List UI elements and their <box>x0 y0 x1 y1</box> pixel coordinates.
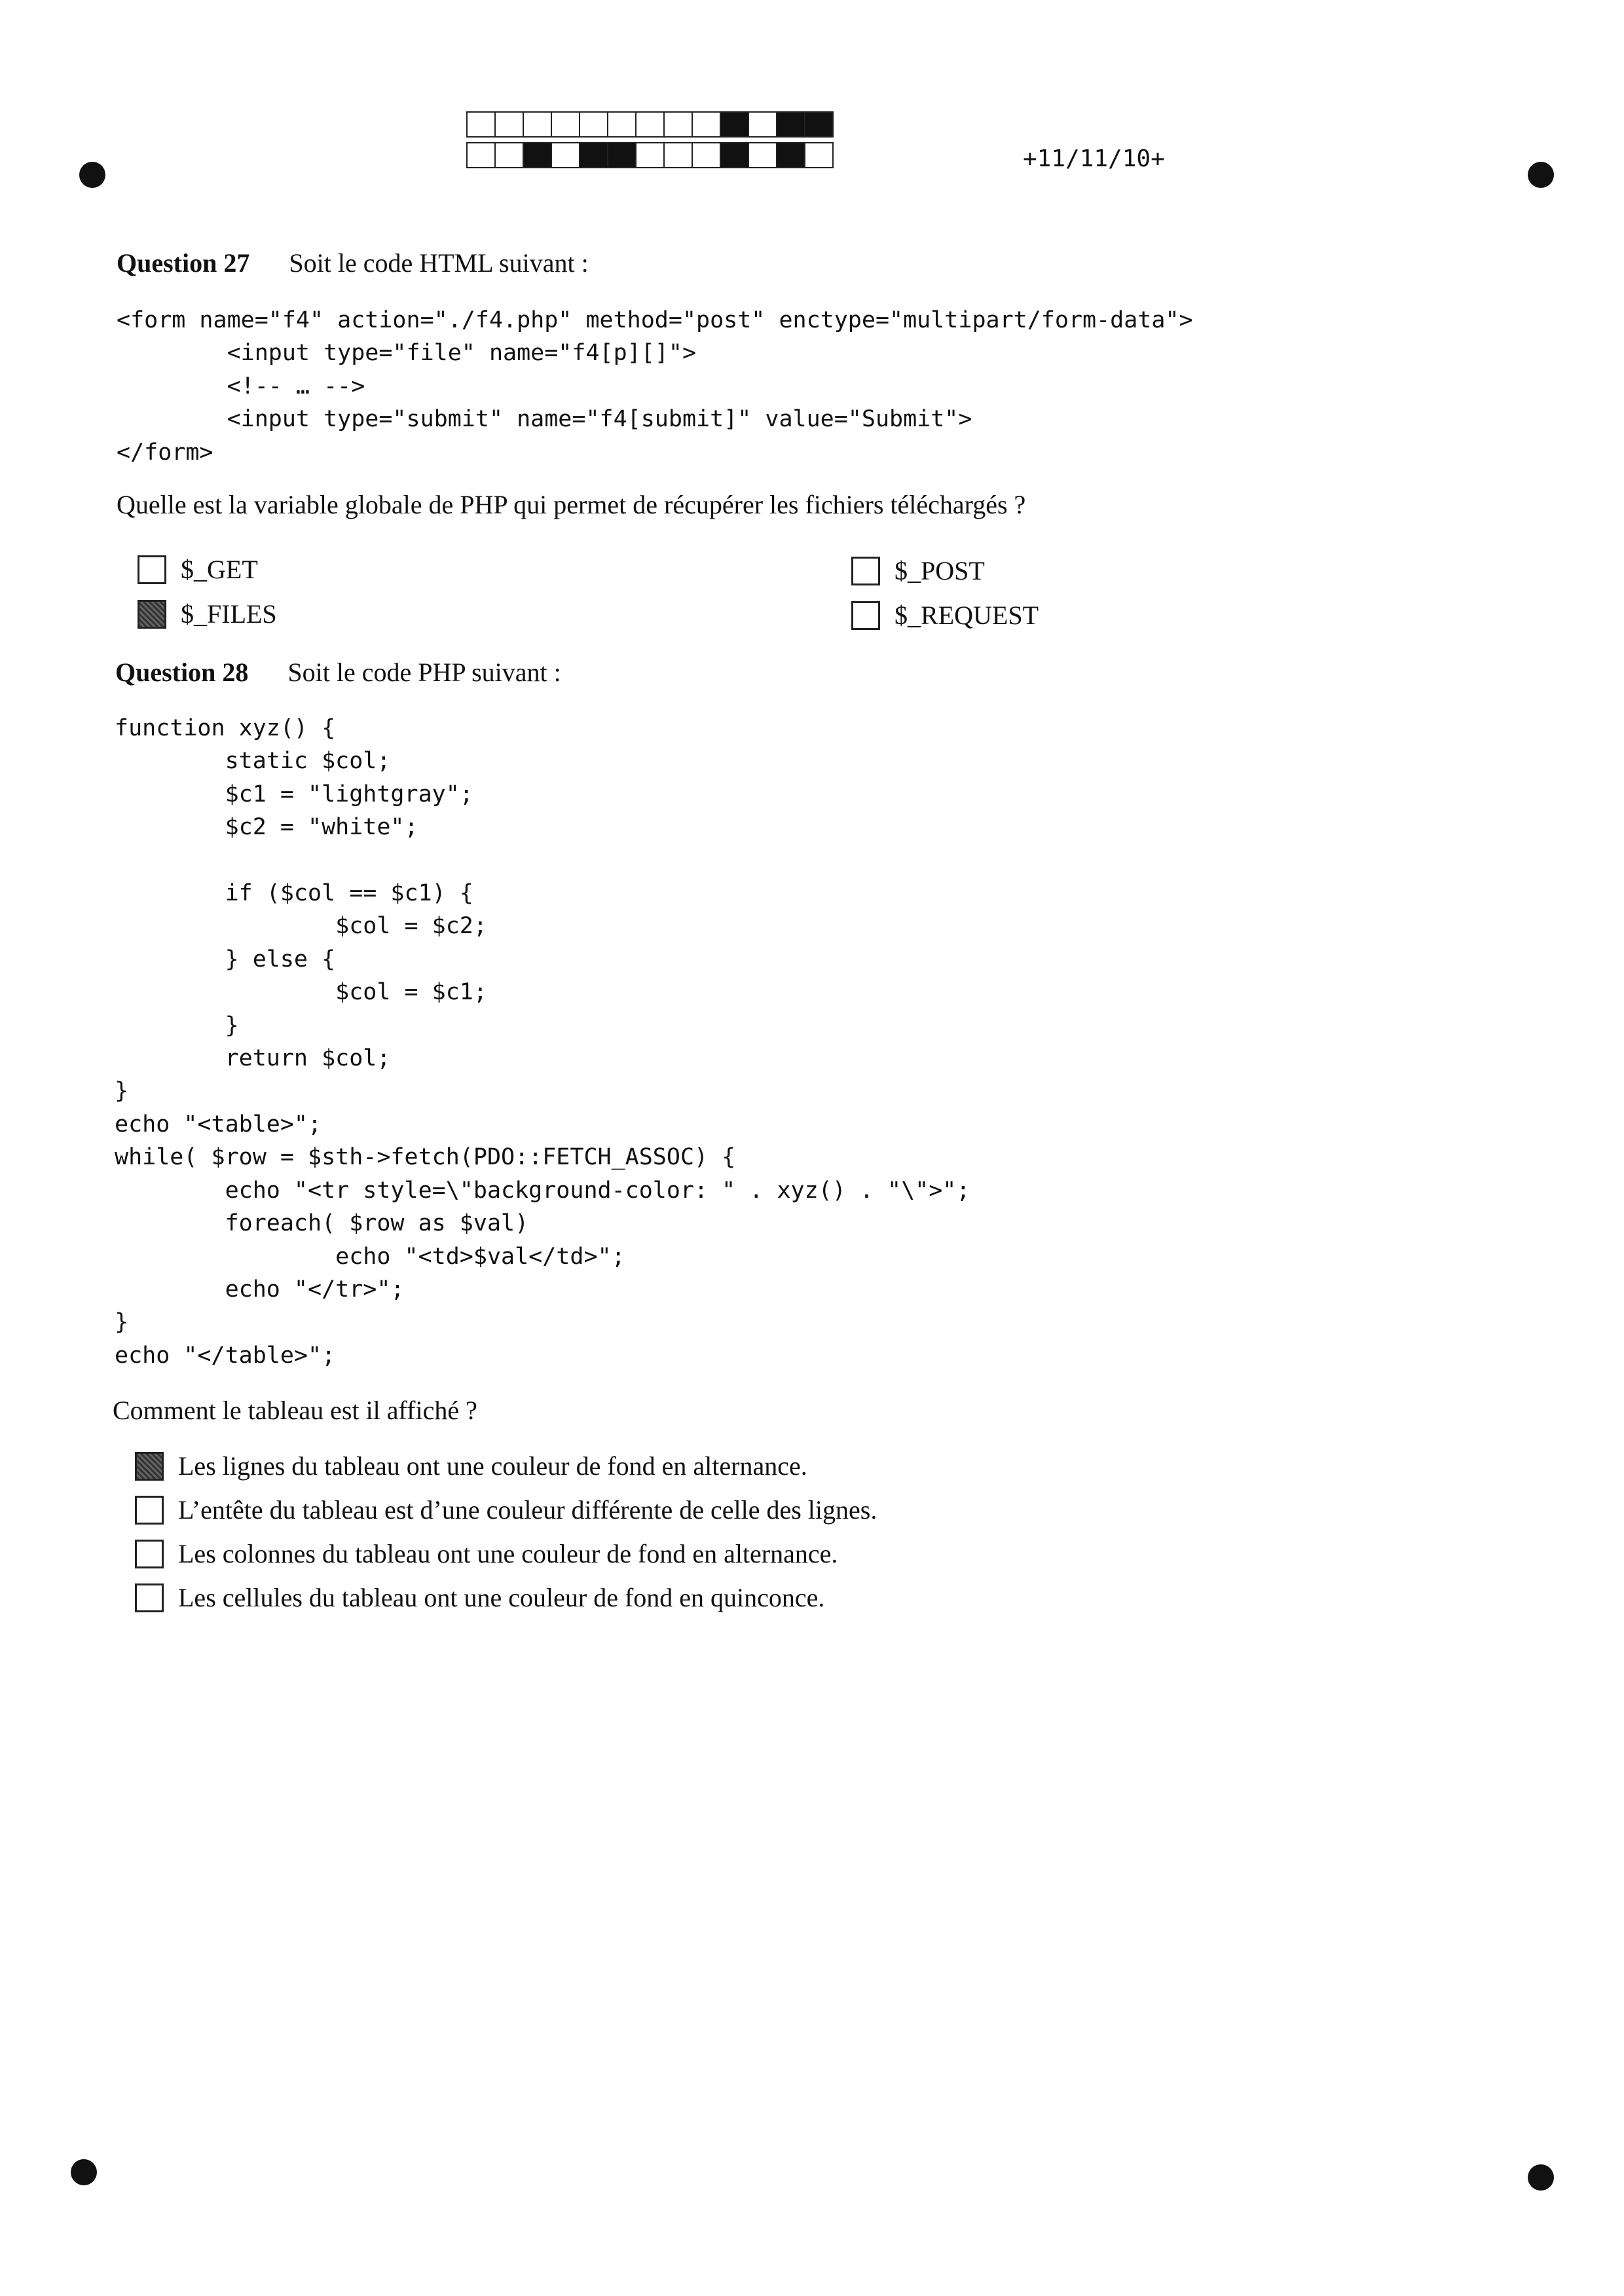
choice-rows-alternate[interactable] <box>135 1451 807 1481</box>
barcode-cell <box>663 111 693 138</box>
barcode-cell <box>748 111 777 138</box>
barcode-cell <box>692 142 721 168</box>
question-28-prompt: Comment le tableau est il affiché ? <box>113 1396 477 1425</box>
checkbox[interactable] <box>135 1540 164 1568</box>
choice-header-different[interactable] <box>135 1494 877 1525</box>
barcode-row-2 <box>466 142 832 168</box>
page-id-code: +11/11/10+ <box>1023 145 1165 172</box>
checkbox-checked[interactable] <box>135 1452 164 1481</box>
registration-mark-top-right <box>1528 162 1554 188</box>
checkbox[interactable] <box>851 557 880 585</box>
barcode-cell <box>748 142 777 168</box>
question-27-prompt: Quelle est la variable globale de PHP qui permet de récupérer les fichiers téléchargés ? <box>117 490 1026 519</box>
barcode-cell <box>607 111 637 138</box>
barcode-cell <box>466 111 496 138</box>
question-28-title <box>115 657 561 688</box>
barcode-cell <box>579 142 608 168</box>
barcode-cell <box>804 142 834 168</box>
barcode-cell <box>551 111 580 138</box>
choice-columns-alternate[interactable] <box>135 1538 838 1569</box>
barcode-row-1 <box>466 111 832 138</box>
choice-get[interactable] <box>138 554 258 585</box>
choice-label: $_GET <box>181 555 258 584</box>
question-28-code: function xyz() { static $col; $c1 = "lightgray"; $c2 = "white"; if ($col == $c1) { $col = $c2; } else { $col = $c1; } return $col; } echo "<table>"; while( $row = $sth->fetch(PDO::FETCH_ASSOC) { echo "<tr style=\"background-color: " . xyz() . "\">"; foreach( $row as $val) echo "<td>$val</td>"; echo "</tr>"; } echo "</table>"; <box>115 715 970 1369</box>
barcode-cell <box>494 142 524 168</box>
choice-label: Les lignes du tableau ont une couleur de fond en alternance. <box>178 1451 807 1481</box>
registration-mark-bottom-right <box>1528 2164 1554 2191</box>
checkbox[interactable] <box>135 1583 164 1612</box>
checkbox[interactable] <box>138 555 166 584</box>
choice-request[interactable] <box>851 600 1039 631</box>
choice-label: $_FILES <box>181 599 277 629</box>
barcode-cell <box>804 111 834 138</box>
barcode-cell <box>607 142 637 168</box>
checkbox-checked[interactable] <box>138 600 166 629</box>
registration-mark-top-left <box>79 162 105 188</box>
barcode-cell <box>720 142 749 168</box>
choice-label: L’entête du tableau est d’une couleur différente de celle des lignes. <box>178 1495 877 1525</box>
barcode-cell <box>692 111 721 138</box>
barcode-cell <box>466 142 496 168</box>
barcode-cell <box>579 111 608 138</box>
barcode-cell <box>523 111 552 138</box>
choice-label: $_POST <box>895 556 985 585</box>
choice-label: Les cellules du tableau ont une couleur de fond en quinconce. <box>178 1583 825 1612</box>
barcode-cell <box>635 142 665 168</box>
barcode-cell <box>494 111 524 138</box>
checkbox[interactable] <box>851 601 880 630</box>
question-number: Question 27 <box>117 248 250 278</box>
barcode-cell <box>776 111 805 138</box>
barcode-cell <box>776 142 805 168</box>
question-27-code: <form name="f4" action="./f4.php" method="post" enctype="multipart/form-data"> <input type="file" name="f4[p][]"> <!-- … --> <input type="submit" name="f4[submit]" value="Submit"> </form> <box>117 307 1193 466</box>
choice-cells-quincunx[interactable] <box>135 1582 824 1613</box>
choice-label: Les colonnes du tableau ont une couleur de fond en alternance. <box>178 1539 838 1568</box>
choice-post[interactable] <box>851 555 985 586</box>
choice-files[interactable] <box>138 599 277 629</box>
barcode-cell <box>551 142 580 168</box>
checkbox[interactable] <box>135 1496 164 1525</box>
barcode-cell <box>663 142 693 168</box>
question-intro: Soit le code PHP suivant : <box>287 657 561 687</box>
question-number: Question 28 <box>115 657 249 687</box>
choice-label: $_REQUEST <box>895 601 1039 630</box>
barcode-cell <box>635 111 665 138</box>
barcode-cell <box>720 111 749 138</box>
question-27-title <box>117 248 589 278</box>
question-intro: Soit le code HTML suivant : <box>289 248 589 278</box>
barcode-cell <box>523 142 552 168</box>
registration-mark-bottom-left <box>71 2159 97 2185</box>
